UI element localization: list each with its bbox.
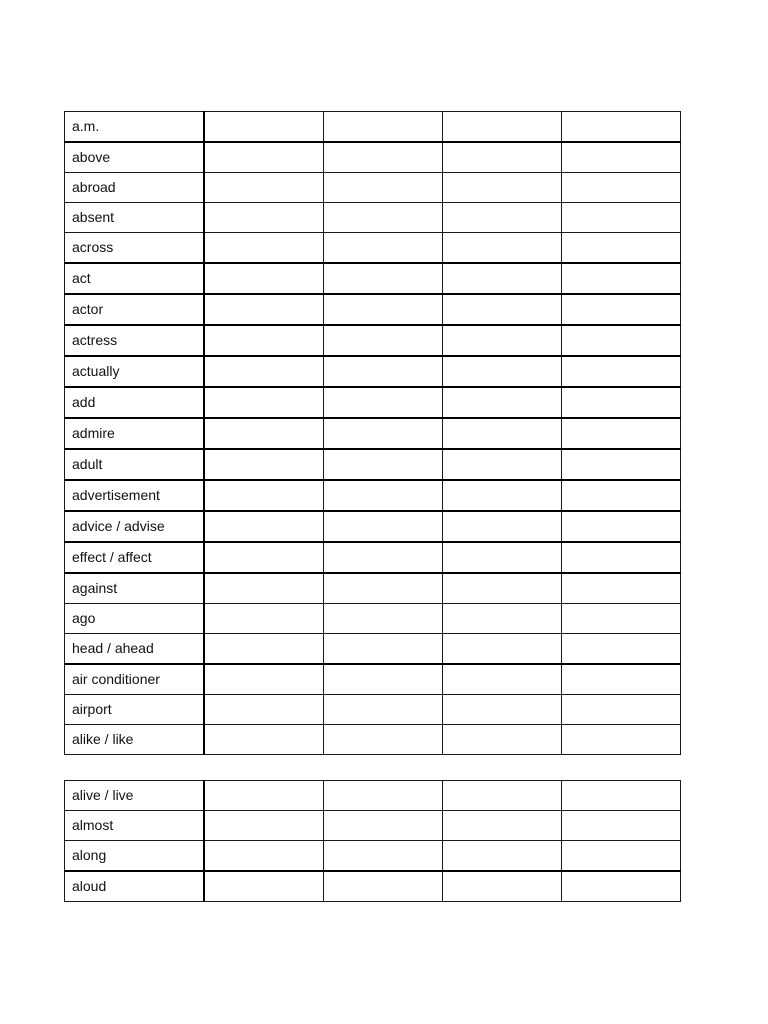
table-row (65, 325, 681, 356)
answer-cell-4[interactable] (562, 664, 681, 695)
table-row (65, 781, 681, 811)
answer-cell-1[interactable] (204, 263, 324, 294)
answer-cell-4[interactable] (562, 871, 681, 902)
answer-cell-4[interactable] (562, 112, 681, 143)
answer-cell-1[interactable] (204, 233, 324, 264)
answer-cell-3[interactable] (443, 634, 562, 665)
answer-cell-3[interactable] (443, 781, 562, 811)
table-row (65, 387, 681, 418)
answer-cell-1[interactable] (204, 725, 324, 755)
answer-cell-3[interactable] (443, 841, 562, 872)
answer-cell-3[interactable] (443, 387, 562, 418)
answer-cell-1[interactable] (204, 695, 324, 725)
answer-cell-4[interactable] (562, 294, 681, 325)
answer-cell-2[interactable] (324, 511, 443, 542)
table-row (65, 263, 681, 294)
answer-cell-2[interactable] (324, 695, 443, 725)
table-row (65, 112, 681, 143)
answer-cell-1[interactable] (204, 449, 324, 480)
answer-cell-1[interactable] (204, 811, 324, 841)
answer-cell-4[interactable] (562, 356, 681, 387)
answer-cell-2[interactable] (324, 542, 443, 573)
vocab-word-cell: alike / like (65, 725, 205, 755)
answer-cell-3[interactable] (443, 325, 562, 356)
answer-cell-4[interactable] (562, 781, 681, 811)
table-row (65, 725, 681, 755)
answer-cell-3[interactable] (443, 725, 562, 755)
answer-cell-2[interactable] (324, 233, 443, 264)
vocab-word-cell: advertisement (65, 480, 205, 511)
table-row (65, 604, 681, 634)
vocab-word-cell: actress (65, 325, 205, 356)
table-row (65, 542, 681, 573)
answer-cell-3[interactable] (443, 542, 562, 573)
answer-cell-4[interactable] (562, 142, 681, 173)
vocab-word-cell: against (65, 573, 205, 604)
table-row (65, 233, 681, 264)
vocab-word-cell: almost (65, 811, 205, 841)
vocab-word-cell: absent (65, 203, 205, 233)
table-row (65, 203, 681, 233)
answer-cell-4[interactable] (562, 263, 681, 294)
vocabulary-table-1 (64, 111, 681, 755)
answer-cell-2[interactable] (324, 263, 443, 294)
vocab-word-cell: act (65, 263, 205, 294)
answer-cell-2[interactable] (324, 418, 443, 449)
table-row (65, 449, 681, 480)
answer-cell-4[interactable] (562, 325, 681, 356)
answer-cell-3[interactable] (443, 811, 562, 841)
answer-cell-2[interactable] (324, 112, 443, 143)
answer-cell-1[interactable] (204, 142, 324, 173)
answer-cell-4[interactable] (562, 480, 681, 511)
vocab-word-cell: air conditioner (65, 664, 205, 695)
answer-cell-3[interactable] (443, 418, 562, 449)
answer-cell-1[interactable] (204, 573, 324, 604)
answer-cell-2[interactable] (324, 173, 443, 203)
answer-cell-2[interactable] (324, 871, 443, 902)
answer-cell-1[interactable] (204, 841, 324, 872)
vocab-word-cell: above (65, 142, 205, 173)
answer-cell-2[interactable] (324, 480, 443, 511)
answer-cell-4[interactable] (562, 387, 681, 418)
answer-cell-2[interactable] (324, 634, 443, 665)
answer-cell-3[interactable] (443, 604, 562, 634)
answer-cell-2[interactable] (324, 841, 443, 872)
answer-cell-3[interactable] (443, 233, 562, 264)
answer-cell-4[interactable] (562, 542, 681, 573)
answer-cell-1[interactable] (204, 294, 324, 325)
table-row (65, 664, 681, 695)
answer-cell-2[interactable] (324, 387, 443, 418)
answer-cell-1[interactable] (204, 173, 324, 203)
answer-cell-4[interactable] (562, 841, 681, 872)
answer-cell-1[interactable] (204, 356, 324, 387)
answer-cell-1[interactable] (204, 871, 324, 902)
table-row (65, 511, 681, 542)
answer-cell-3[interactable] (443, 142, 562, 173)
answer-cell-2[interactable] (324, 449, 443, 480)
table-row (65, 480, 681, 511)
answer-cell-4[interactable] (562, 173, 681, 203)
answer-cell-3[interactable] (443, 112, 562, 143)
answer-cell-1[interactable] (204, 604, 324, 634)
answer-cell-2[interactable] (324, 203, 443, 233)
answer-cell-1[interactable] (204, 634, 324, 665)
vocab-word-cell: across (65, 233, 205, 264)
answer-cell-1[interactable] (204, 781, 324, 811)
answer-cell-4[interactable] (562, 203, 681, 233)
answer-cell-4[interactable] (562, 449, 681, 480)
answer-cell-2[interactable] (324, 811, 443, 841)
answer-cell-4[interactable] (562, 725, 681, 755)
answer-cell-4[interactable] (562, 695, 681, 725)
answer-cell-2[interactable] (324, 725, 443, 755)
answer-cell-3[interactable] (443, 203, 562, 233)
vocabulary-table-1-body (65, 112, 681, 755)
vocab-word-cell: adult (65, 449, 205, 480)
answer-cell-2[interactable] (324, 325, 443, 356)
table-row (65, 811, 681, 841)
table-row (65, 173, 681, 203)
vocab-word-cell: abroad (65, 173, 205, 203)
vocab-word-cell: admire (65, 418, 205, 449)
table-row (65, 294, 681, 325)
vocab-word-cell: effect / affect (65, 542, 205, 573)
vocab-word-cell: a.m. (65, 112, 205, 143)
answer-cell-3[interactable] (443, 294, 562, 325)
table-row (65, 573, 681, 604)
answer-cell-1[interactable] (204, 664, 324, 695)
answer-cell-4[interactable] (562, 418, 681, 449)
vocab-word-cell: ago (65, 604, 205, 634)
answer-cell-2[interactable] (324, 604, 443, 634)
answer-cell-1[interactable] (204, 203, 324, 233)
vocabulary-table-2-body (65, 781, 681, 902)
vocab-word-cell: along (65, 841, 205, 872)
answer-cell-1[interactable] (204, 387, 324, 418)
answer-cell-4[interactable] (562, 604, 681, 634)
answer-cell-2[interactable] (324, 781, 443, 811)
answer-cell-3[interactable] (443, 511, 562, 542)
answer-cell-3[interactable] (443, 173, 562, 203)
answer-cell-4[interactable] (562, 511, 681, 542)
answer-cell-2[interactable] (324, 664, 443, 695)
answer-cell-3[interactable] (443, 449, 562, 480)
vocab-word-cell: actually (65, 356, 205, 387)
answer-cell-4[interactable] (562, 233, 681, 264)
vocab-word-cell: aloud (65, 871, 205, 902)
vocab-word-cell: head / ahead (65, 634, 205, 665)
table-row (65, 695, 681, 725)
answer-cell-1[interactable] (204, 542, 324, 573)
answer-cell-4[interactable] (562, 811, 681, 841)
vocab-word-cell: actor (65, 294, 205, 325)
answer-cell-3[interactable] (443, 356, 562, 387)
answer-cell-3[interactable] (443, 263, 562, 294)
answer-cell-2[interactable] (324, 573, 443, 604)
answer-cell-2[interactable] (324, 142, 443, 173)
table-row (65, 356, 681, 387)
table-row (65, 418, 681, 449)
table-row (65, 634, 681, 665)
vocabulary-table-2 (64, 780, 681, 902)
vocab-word-cell: airport (65, 695, 205, 725)
answer-cell-3[interactable] (443, 573, 562, 604)
answer-cell-1[interactable] (204, 112, 324, 143)
answer-cell-3[interactable] (443, 695, 562, 725)
vocab-word-cell: alive / live (65, 781, 205, 811)
answer-cell-2[interactable] (324, 294, 443, 325)
table-row (65, 142, 681, 173)
vocab-word-cell: advice / advise (65, 511, 205, 542)
answer-cell-3[interactable] (443, 871, 562, 902)
answer-cell-2[interactable] (324, 356, 443, 387)
answer-cell-3[interactable] (443, 480, 562, 511)
vocab-word-cell: add (65, 387, 205, 418)
answer-cell-1[interactable] (204, 480, 324, 511)
table-row (65, 841, 681, 872)
answer-cell-1[interactable] (204, 511, 324, 542)
answer-cell-1[interactable] (204, 418, 324, 449)
answer-cell-4[interactable] (562, 634, 681, 665)
answer-cell-4[interactable] (562, 573, 681, 604)
table-row (65, 871, 681, 902)
answer-cell-1[interactable] (204, 325, 324, 356)
answer-cell-3[interactable] (443, 664, 562, 695)
